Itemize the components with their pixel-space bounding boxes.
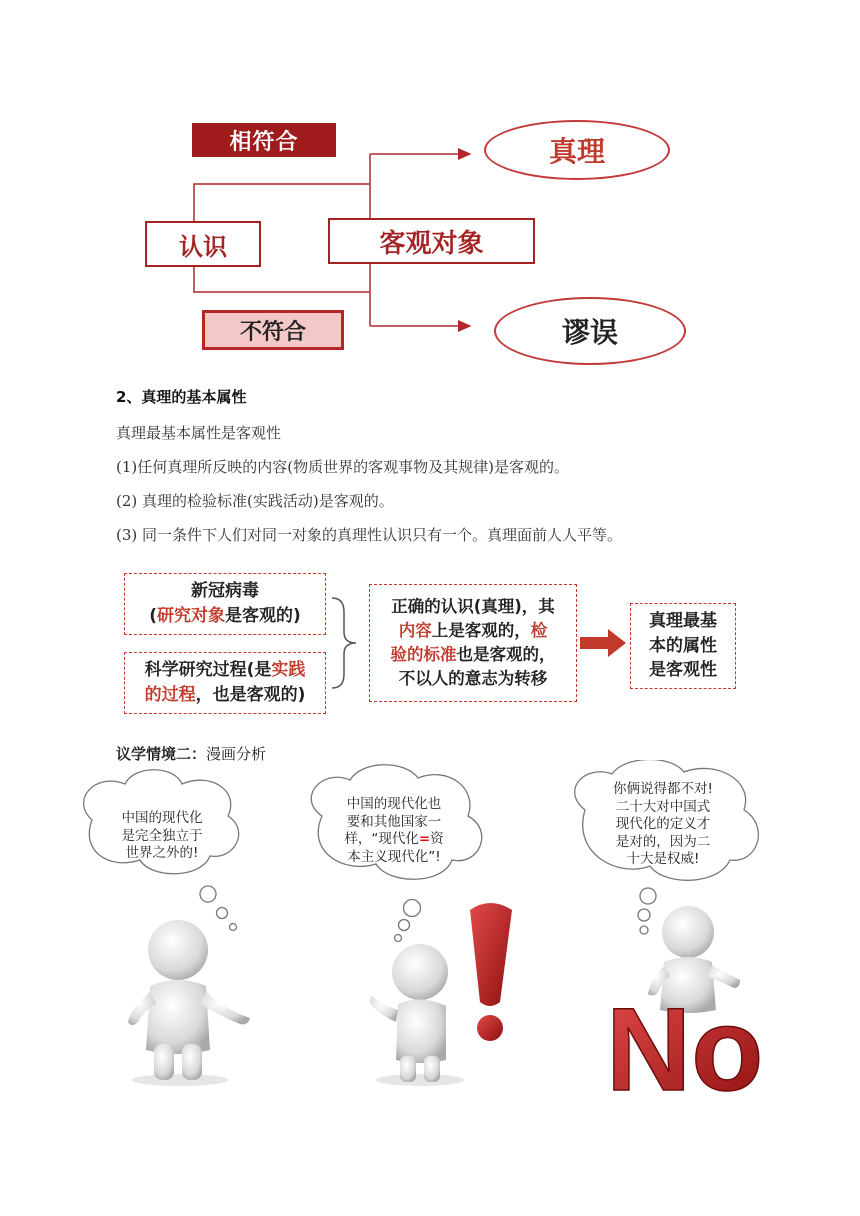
error-ellipse: 谬误 <box>494 297 686 365</box>
result-line2: 本的属性 <box>649 635 717 656</box>
bubble3-line: 是对的，因为二 <box>615 833 711 850</box>
bubble2-line: 要和其他国家一 <box>346 813 442 830</box>
mid-line3: 验的标准也是客观的， <box>390 645 556 664</box>
mid-line2: 内容上是客观的，检 <box>398 621 548 641</box>
section-heading: 2、真理的基本属性 <box>116 388 247 406</box>
bubble2-line: 本主义现代化”! <box>347 848 441 865</box>
mid-line4: 不以人的意志为转移 <box>398 668 548 688</box>
brace-icon <box>328 596 364 690</box>
bubble1-text <box>100 810 224 863</box>
paragraph-line-2: (1)任何真理所反映的内容(物质世界的客观事物及其规律)是客观的。 <box>116 458 569 476</box>
bubble2-line: 样，“现代化=资 <box>344 831 444 848</box>
result-line3: 是客观性 <box>649 660 717 681</box>
box2-line2: 的过程，也是客观的) <box>144 685 306 705</box>
box1-line1: 新冠病毒 <box>191 581 259 602</box>
figure-pointing <box>370 944 464 1086</box>
bubble3-line: 二十大对中国式 <box>615 798 711 815</box>
figure-shrugging <box>128 920 250 1086</box>
box1-line2: (研究对象是客观的) <box>149 606 301 626</box>
correct-cognition-box <box>369 584 577 702</box>
object-box: 客观对象 <box>328 218 535 264</box>
exclamation-mark-icon <box>470 903 512 1041</box>
result-line1: 真理最基 <box>649 611 717 632</box>
paragraph-line-4: (3) 同一条件下人们对同一对象的真理性认识只有一个。真理面前人人平等。 <box>116 526 623 544</box>
paragraph-line-3: (2) 真理的检验标准(实践活动)是客观的。 <box>116 492 394 510</box>
truth-ellipse: 真理 <box>484 120 670 180</box>
cognition-box: 认识 <box>145 221 261 267</box>
mismatch-label-box: 不符合 <box>202 310 344 350</box>
bubble1-line: 世界之外的! <box>125 845 199 862</box>
bubble2-text <box>324 796 464 866</box>
paragraph-line-1: 真理最基本属性是客观性 <box>116 424 282 442</box>
box2-line1: 科学研究过程(是实践 <box>144 660 306 681</box>
bubble1-line: 是完全独立于 <box>121 827 203 844</box>
situation-value: 漫画分析 <box>206 745 267 763</box>
object-objective-box <box>124 573 326 635</box>
match-label-box: 相符合 <box>192 123 336 157</box>
bubble1-line: 中国的现代化 <box>121 810 203 826</box>
bubble3-line: 十大是权威! <box>626 851 700 868</box>
situation-label: 议学情境二： <box>116 745 207 763</box>
bubble2-line: 中国的现代化也 <box>346 796 442 812</box>
result-box <box>630 603 736 689</box>
bubble3-line: 你俩说得都不对! <box>613 781 713 797</box>
bubble3-text <box>588 781 738 869</box>
right-arrow-icon <box>580 629 626 657</box>
mid-line1: 正确的认识(真理)，其 <box>391 597 555 617</box>
process-objective-box <box>124 652 326 714</box>
diagram1-connectors <box>0 0 860 360</box>
bubble3-line: 现代化的定义才 <box>615 816 711 833</box>
no-sign-text: No <box>606 984 764 1100</box>
